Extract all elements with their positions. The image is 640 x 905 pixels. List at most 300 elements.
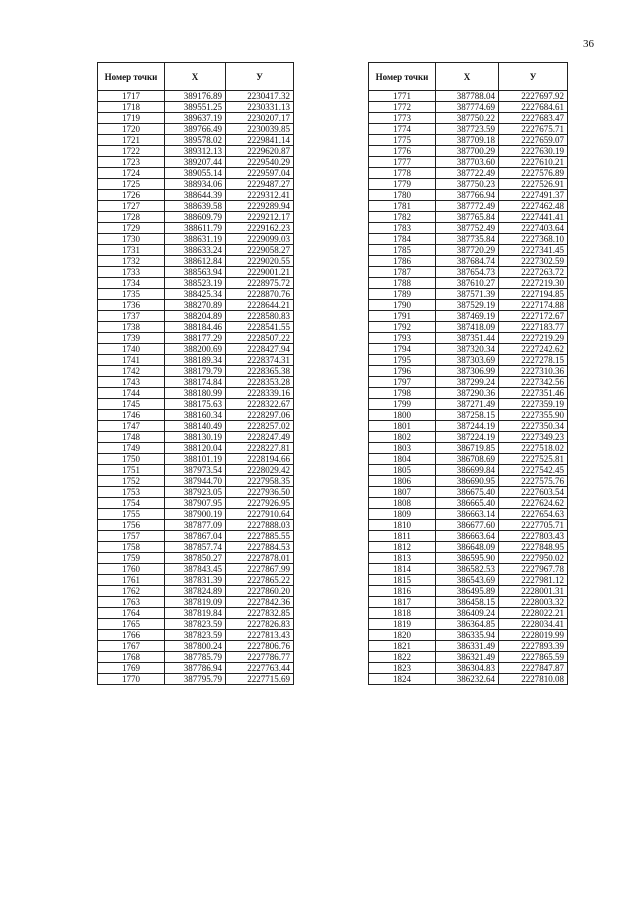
x-coordinate-cell: 388189.34 — [165, 355, 226, 366]
point-number-cell: 1809 — [369, 509, 436, 520]
y-coordinate-cell: 2230207.17 — [226, 113, 294, 124]
x-coordinate-cell: 387469.19 — [436, 311, 499, 322]
header-point-number: Номер точки — [98, 63, 165, 91]
x-coordinate-cell: 387765.84 — [436, 212, 499, 223]
x-coordinate-cell: 386458.15 — [436, 597, 499, 608]
x-coordinate-cell: 387752.49 — [436, 223, 499, 234]
y-coordinate-cell: 2227893.39 — [499, 641, 568, 652]
point-number-cell: 1744 — [98, 388, 165, 399]
point-number-cell: 1789 — [369, 289, 436, 300]
table-row — [369, 124, 568, 135]
y-coordinate-cell: 2228365.38 — [226, 366, 294, 377]
point-number-cell: 1782 — [369, 212, 436, 223]
table-row — [98, 399, 294, 410]
table-row — [98, 157, 294, 168]
point-number-cell: 1784 — [369, 234, 436, 245]
x-coordinate-cell: 387306.99 — [436, 366, 499, 377]
x-coordinate-cell: 386304.83 — [436, 663, 499, 674]
x-coordinate-cell: 387772.49 — [436, 201, 499, 212]
y-coordinate-cell: 2228541.55 — [226, 322, 294, 333]
x-coordinate-cell: 386665.40 — [436, 498, 499, 509]
point-number-cell: 1766 — [98, 630, 165, 641]
y-coordinate-cell: 2227832.85 — [226, 608, 294, 619]
point-number-cell: 1816 — [369, 586, 436, 597]
point-number-cell: 1817 — [369, 597, 436, 608]
table-row — [98, 223, 294, 234]
point-number-cell: 1810 — [369, 520, 436, 531]
table-row — [369, 597, 568, 608]
table-row — [369, 366, 568, 377]
table-row — [369, 410, 568, 421]
y-coordinate-cell: 2227491.37 — [499, 190, 568, 201]
point-number-cell: 1721 — [98, 135, 165, 146]
table-header-row — [98, 63, 294, 91]
table-row — [98, 454, 294, 465]
x-coordinate-cell: 387750.23 — [436, 179, 499, 190]
x-coordinate-cell: 387700.29 — [436, 146, 499, 157]
table-row — [369, 432, 568, 443]
y-coordinate-cell: 2227183.77 — [499, 322, 568, 333]
x-coordinate-cell: 387271.49 — [436, 399, 499, 410]
y-coordinate-cell: 2227981.12 — [499, 575, 568, 586]
point-number-cell: 1803 — [369, 443, 436, 454]
table-row — [369, 377, 568, 388]
x-coordinate-cell: 387900.19 — [165, 509, 226, 520]
y-coordinate-cell: 2227967.78 — [499, 564, 568, 575]
y-coordinate-cell: 2228247.49 — [226, 432, 294, 443]
y-coordinate-cell: 2227219.29 — [499, 333, 568, 344]
x-coordinate-cell: 389766.49 — [165, 124, 226, 135]
x-coordinate-cell: 386495.89 — [436, 586, 499, 597]
point-number-cell: 1762 — [98, 586, 165, 597]
table-row — [98, 465, 294, 476]
point-number-cell: 1822 — [369, 652, 436, 663]
point-number-cell: 1769 — [98, 663, 165, 674]
table-row — [369, 454, 568, 465]
point-number-cell: 1804 — [369, 454, 436, 465]
point-number-cell: 1778 — [369, 168, 436, 179]
point-number-cell: 1725 — [98, 179, 165, 190]
point-number-cell: 1768 — [98, 652, 165, 663]
x-coordinate-cell: 388184.46 — [165, 322, 226, 333]
point-number-cell: 1753 — [98, 487, 165, 498]
point-number-cell: 1823 — [369, 663, 436, 674]
y-coordinate-cell: 2227368.10 — [499, 234, 568, 245]
y-coordinate-cell: 2227806.76 — [226, 641, 294, 652]
y-coordinate-cell: 2228353.28 — [226, 377, 294, 388]
point-number-cell: 1720 — [98, 124, 165, 135]
table-row — [98, 245, 294, 256]
x-coordinate-cell: 386675.40 — [436, 487, 499, 498]
table-body-right — [369, 91, 568, 685]
point-number-cell: 1726 — [98, 190, 165, 201]
y-coordinate-cell: 2228580.83 — [226, 311, 294, 322]
y-coordinate-cell: 2229020.55 — [226, 256, 294, 267]
table-row — [98, 234, 294, 245]
x-coordinate-cell: 388609.79 — [165, 212, 226, 223]
point-number-cell: 1780 — [369, 190, 436, 201]
x-coordinate-cell: 386543.69 — [436, 575, 499, 586]
y-coordinate-cell: 2228644.21 — [226, 300, 294, 311]
table-row — [369, 311, 568, 322]
point-number-cell: 1737 — [98, 311, 165, 322]
header-x: X — [436, 63, 499, 91]
table-row — [369, 201, 568, 212]
point-number-cell: 1724 — [98, 168, 165, 179]
table-row — [98, 432, 294, 443]
point-number-cell: 1732 — [98, 256, 165, 267]
table-row — [369, 190, 568, 201]
table-row — [98, 146, 294, 157]
table-row — [98, 498, 294, 509]
x-coordinate-cell: 387610.27 — [436, 278, 499, 289]
point-number-cell: 1794 — [369, 344, 436, 355]
point-number-cell: 1735 — [98, 289, 165, 300]
table-row — [98, 256, 294, 267]
y-coordinate-cell: 2227842.36 — [226, 597, 294, 608]
table-row — [98, 421, 294, 432]
point-number-cell: 1776 — [369, 146, 436, 157]
point-number-cell: 1787 — [369, 267, 436, 278]
y-coordinate-cell: 2227518.02 — [499, 443, 568, 454]
table-row — [369, 608, 568, 619]
y-coordinate-cell: 2227603.54 — [499, 487, 568, 498]
table-row — [369, 278, 568, 289]
x-coordinate-cell: 388633.24 — [165, 245, 226, 256]
y-coordinate-cell: 2227174.88 — [499, 300, 568, 311]
table-row — [98, 663, 294, 674]
x-coordinate-cell: 386321.49 — [436, 652, 499, 663]
x-coordinate-cell: 387819.09 — [165, 597, 226, 608]
x-coordinate-cell: 387722.49 — [436, 168, 499, 179]
x-coordinate-cell: 387944.70 — [165, 476, 226, 487]
table-row — [369, 157, 568, 168]
table-row — [369, 520, 568, 531]
table-row — [98, 586, 294, 597]
x-coordinate-cell: 388523.19 — [165, 278, 226, 289]
y-coordinate-cell: 2227867.99 — [226, 564, 294, 575]
x-coordinate-cell: 386335.94 — [436, 630, 499, 641]
y-coordinate-cell: 2227888.03 — [226, 520, 294, 531]
table-row — [98, 201, 294, 212]
table-row — [98, 487, 294, 498]
table-row — [369, 91, 568, 102]
point-number-cell: 1820 — [369, 630, 436, 641]
table-row — [98, 344, 294, 355]
header-x: X — [165, 63, 226, 91]
x-coordinate-cell: 389312.13 — [165, 146, 226, 157]
x-coordinate-cell: 387303.69 — [436, 355, 499, 366]
y-coordinate-cell: 2229312.41 — [226, 190, 294, 201]
point-number-cell: 1800 — [369, 410, 436, 421]
x-coordinate-cell: 388200.69 — [165, 344, 226, 355]
table-row — [369, 388, 568, 399]
table-row — [369, 663, 568, 674]
point-number-cell: 1749 — [98, 443, 165, 454]
x-coordinate-cell: 388270.89 — [165, 300, 226, 311]
y-coordinate-cell: 2227654.63 — [499, 509, 568, 520]
table-row — [98, 388, 294, 399]
x-coordinate-cell: 388130.19 — [165, 432, 226, 443]
x-coordinate-cell: 387786.94 — [165, 663, 226, 674]
x-coordinate-cell: 386719.85 — [436, 443, 499, 454]
x-coordinate-cell: 389055.14 — [165, 168, 226, 179]
y-coordinate-cell: 2227715.69 — [226, 674, 294, 685]
table-row — [369, 498, 568, 509]
x-coordinate-cell: 386331.49 — [436, 641, 499, 652]
x-coordinate-cell: 387290.36 — [436, 388, 499, 399]
table-row — [369, 355, 568, 366]
y-coordinate-cell: 2227624.62 — [499, 498, 568, 509]
point-number-cell: 1795 — [369, 355, 436, 366]
y-coordinate-cell: 2227865.59 — [499, 652, 568, 663]
point-number-cell: 1785 — [369, 245, 436, 256]
y-coordinate-cell: 2229620.87 — [226, 146, 294, 157]
table-row — [98, 542, 294, 553]
point-number-cell: 1811 — [369, 531, 436, 542]
y-coordinate-cell: 2228194.66 — [226, 454, 294, 465]
table-row — [369, 619, 568, 630]
y-coordinate-cell: 2228019.99 — [499, 630, 568, 641]
x-coordinate-cell: 388204.89 — [165, 311, 226, 322]
x-coordinate-cell: 387973.54 — [165, 465, 226, 476]
point-number-cell: 1729 — [98, 223, 165, 234]
table-row — [369, 542, 568, 553]
table-row — [98, 289, 294, 300]
table-row — [98, 619, 294, 630]
y-coordinate-cell: 2227786.77 — [226, 652, 294, 663]
x-coordinate-cell: 386364.85 — [436, 619, 499, 630]
y-coordinate-cell: 2227194.85 — [499, 289, 568, 300]
point-number-cell: 1739 — [98, 333, 165, 344]
point-number-cell: 1756 — [98, 520, 165, 531]
point-number-cell: 1770 — [98, 674, 165, 685]
x-coordinate-cell: 387735.84 — [436, 234, 499, 245]
y-coordinate-cell: 2227610.21 — [499, 157, 568, 168]
y-coordinate-cell: 2227575.76 — [499, 476, 568, 487]
table-row — [98, 509, 294, 520]
y-coordinate-cell: 2227860.20 — [226, 586, 294, 597]
table-row — [369, 113, 568, 124]
table-row — [369, 267, 568, 278]
y-coordinate-cell: 2227242.62 — [499, 344, 568, 355]
x-coordinate-cell: 387299.24 — [436, 377, 499, 388]
point-number-cell: 1792 — [369, 322, 436, 333]
table-row — [369, 630, 568, 641]
x-coordinate-cell: 387723.59 — [436, 124, 499, 135]
x-coordinate-cell: 387720.29 — [436, 245, 499, 256]
x-coordinate-cell: 387320.34 — [436, 344, 499, 355]
table-row — [98, 300, 294, 311]
point-number-cell: 1793 — [369, 333, 436, 344]
y-coordinate-cell: 2229099.03 — [226, 234, 294, 245]
x-coordinate-cell: 387709.18 — [436, 135, 499, 146]
x-coordinate-cell: 387831.39 — [165, 575, 226, 586]
point-number-cell: 1798 — [369, 388, 436, 399]
y-coordinate-cell: 2227263.72 — [499, 267, 568, 278]
table-body-left — [98, 91, 294, 685]
table-row — [369, 553, 568, 564]
point-number-cell: 1786 — [369, 256, 436, 267]
y-coordinate-cell: 2227403.64 — [499, 223, 568, 234]
x-coordinate-cell: 387788.04 — [436, 91, 499, 102]
point-number-cell: 1791 — [369, 311, 436, 322]
point-number-cell: 1796 — [369, 366, 436, 377]
x-coordinate-cell: 387703.60 — [436, 157, 499, 168]
point-number-cell: 1751 — [98, 465, 165, 476]
y-coordinate-cell: 2227803.43 — [499, 531, 568, 542]
table-row — [369, 564, 568, 575]
point-number-cell: 1801 — [369, 421, 436, 432]
table-row — [98, 322, 294, 333]
point-number-cell: 1742 — [98, 366, 165, 377]
table-row — [98, 377, 294, 388]
point-number-cell: 1781 — [369, 201, 436, 212]
point-number-cell: 1752 — [98, 476, 165, 487]
y-coordinate-cell: 2227813.43 — [226, 630, 294, 641]
x-coordinate-cell: 388160.34 — [165, 410, 226, 421]
y-coordinate-cell: 2227302.59 — [499, 256, 568, 267]
table-row — [98, 333, 294, 344]
table-row — [369, 487, 568, 498]
point-number-cell: 1807 — [369, 487, 436, 498]
x-coordinate-cell: 386648.09 — [436, 542, 499, 553]
y-coordinate-cell: 2229212.17 — [226, 212, 294, 223]
x-coordinate-cell: 389551.25 — [165, 102, 226, 113]
x-coordinate-cell: 387224.19 — [436, 432, 499, 443]
x-coordinate-cell: 388644.39 — [165, 190, 226, 201]
table-row — [369, 421, 568, 432]
table-row — [369, 300, 568, 311]
table-row — [369, 102, 568, 113]
y-coordinate-cell: 2229001.21 — [226, 267, 294, 278]
x-coordinate-cell: 387843.45 — [165, 564, 226, 575]
y-coordinate-cell: 2227526.91 — [499, 179, 568, 190]
point-number-cell: 1808 — [369, 498, 436, 509]
y-coordinate-cell: 2227630.19 — [499, 146, 568, 157]
table-row — [98, 652, 294, 663]
point-number-cell: 1759 — [98, 553, 165, 564]
point-number-cell: 1731 — [98, 245, 165, 256]
y-coordinate-cell: 2227826.83 — [226, 619, 294, 630]
point-number-cell: 1727 — [98, 201, 165, 212]
point-number-cell: 1723 — [98, 157, 165, 168]
x-coordinate-cell: 389207.44 — [165, 157, 226, 168]
y-coordinate-cell: 2227848.95 — [499, 542, 568, 553]
y-coordinate-cell: 2229540.29 — [226, 157, 294, 168]
point-number-cell: 1722 — [98, 146, 165, 157]
point-number-cell: 1819 — [369, 619, 436, 630]
x-coordinate-cell: 388120.04 — [165, 443, 226, 454]
x-coordinate-cell: 387850.27 — [165, 553, 226, 564]
point-number-cell: 1746 — [98, 410, 165, 421]
table-row — [369, 289, 568, 300]
x-coordinate-cell: 388563.94 — [165, 267, 226, 278]
table-row — [98, 102, 294, 113]
y-coordinate-cell: 2228034.41 — [499, 619, 568, 630]
table-row — [98, 564, 294, 575]
table-row — [98, 575, 294, 586]
table-row — [369, 575, 568, 586]
y-coordinate-cell: 2228975.72 — [226, 278, 294, 289]
table-row — [98, 608, 294, 619]
x-coordinate-cell: 387907.95 — [165, 498, 226, 509]
y-coordinate-cell: 2227865.22 — [226, 575, 294, 586]
x-coordinate-cell: 388140.49 — [165, 421, 226, 432]
x-coordinate-cell: 388180.99 — [165, 388, 226, 399]
y-coordinate-cell: 2228322.67 — [226, 399, 294, 410]
y-coordinate-cell: 2228003.32 — [499, 597, 568, 608]
coordinates-table-left — [97, 62, 294, 685]
point-number-cell: 1799 — [369, 399, 436, 410]
point-number-cell: 1741 — [98, 355, 165, 366]
x-coordinate-cell: 388101.19 — [165, 454, 226, 465]
x-coordinate-cell: 386699.84 — [436, 465, 499, 476]
table-row — [369, 179, 568, 190]
x-coordinate-cell: 387857.74 — [165, 542, 226, 553]
page-number: 36 — [583, 38, 594, 50]
table-row — [98, 410, 294, 421]
x-coordinate-cell: 386677.60 — [436, 520, 499, 531]
y-coordinate-cell: 2229487.27 — [226, 179, 294, 190]
y-coordinate-cell: 2227355.90 — [499, 410, 568, 421]
x-coordinate-cell: 387750.22 — [436, 113, 499, 124]
table-row — [369, 344, 568, 355]
point-number-cell: 1733 — [98, 267, 165, 278]
x-coordinate-cell: 387571.39 — [436, 289, 499, 300]
y-coordinate-cell: 2227697.92 — [499, 91, 568, 102]
x-coordinate-cell: 387351.44 — [436, 333, 499, 344]
y-coordinate-cell: 2227675.71 — [499, 124, 568, 135]
point-number-cell: 1812 — [369, 542, 436, 553]
table-row — [369, 399, 568, 410]
table-row — [369, 641, 568, 652]
y-coordinate-cell: 2227705.71 — [499, 520, 568, 531]
y-coordinate-cell: 2228507.22 — [226, 333, 294, 344]
point-number-cell: 1765 — [98, 619, 165, 630]
x-coordinate-cell: 386663.14 — [436, 509, 499, 520]
x-coordinate-cell: 387823.59 — [165, 619, 226, 630]
table-row — [98, 355, 294, 366]
point-number-cell: 1802 — [369, 432, 436, 443]
x-coordinate-cell: 386582.53 — [436, 564, 499, 575]
y-coordinate-cell: 2227684.61 — [499, 102, 568, 113]
point-number-cell: 1763 — [98, 597, 165, 608]
table-row — [369, 586, 568, 597]
point-number-cell: 1788 — [369, 278, 436, 289]
point-number-cell: 1767 — [98, 641, 165, 652]
table-row — [98, 278, 294, 289]
y-coordinate-cell: 2227462.48 — [499, 201, 568, 212]
point-number-cell: 1815 — [369, 575, 436, 586]
x-coordinate-cell: 386595.90 — [436, 553, 499, 564]
y-coordinate-cell: 2227810.08 — [499, 674, 568, 685]
x-coordinate-cell: 389637.19 — [165, 113, 226, 124]
point-number-cell: 1757 — [98, 531, 165, 542]
point-number-cell: 1718 — [98, 102, 165, 113]
table-row — [98, 113, 294, 124]
point-number-cell: 1740 — [98, 344, 165, 355]
x-coordinate-cell: 388425.34 — [165, 289, 226, 300]
header-point-number: Номер точки — [369, 63, 436, 91]
header-y: У — [499, 63, 568, 91]
y-coordinate-cell: 2228374.31 — [226, 355, 294, 366]
table-row — [369, 256, 568, 267]
point-number-cell: 1745 — [98, 399, 165, 410]
table-row — [369, 234, 568, 245]
x-coordinate-cell: 387795.79 — [165, 674, 226, 685]
table-row — [369, 509, 568, 520]
